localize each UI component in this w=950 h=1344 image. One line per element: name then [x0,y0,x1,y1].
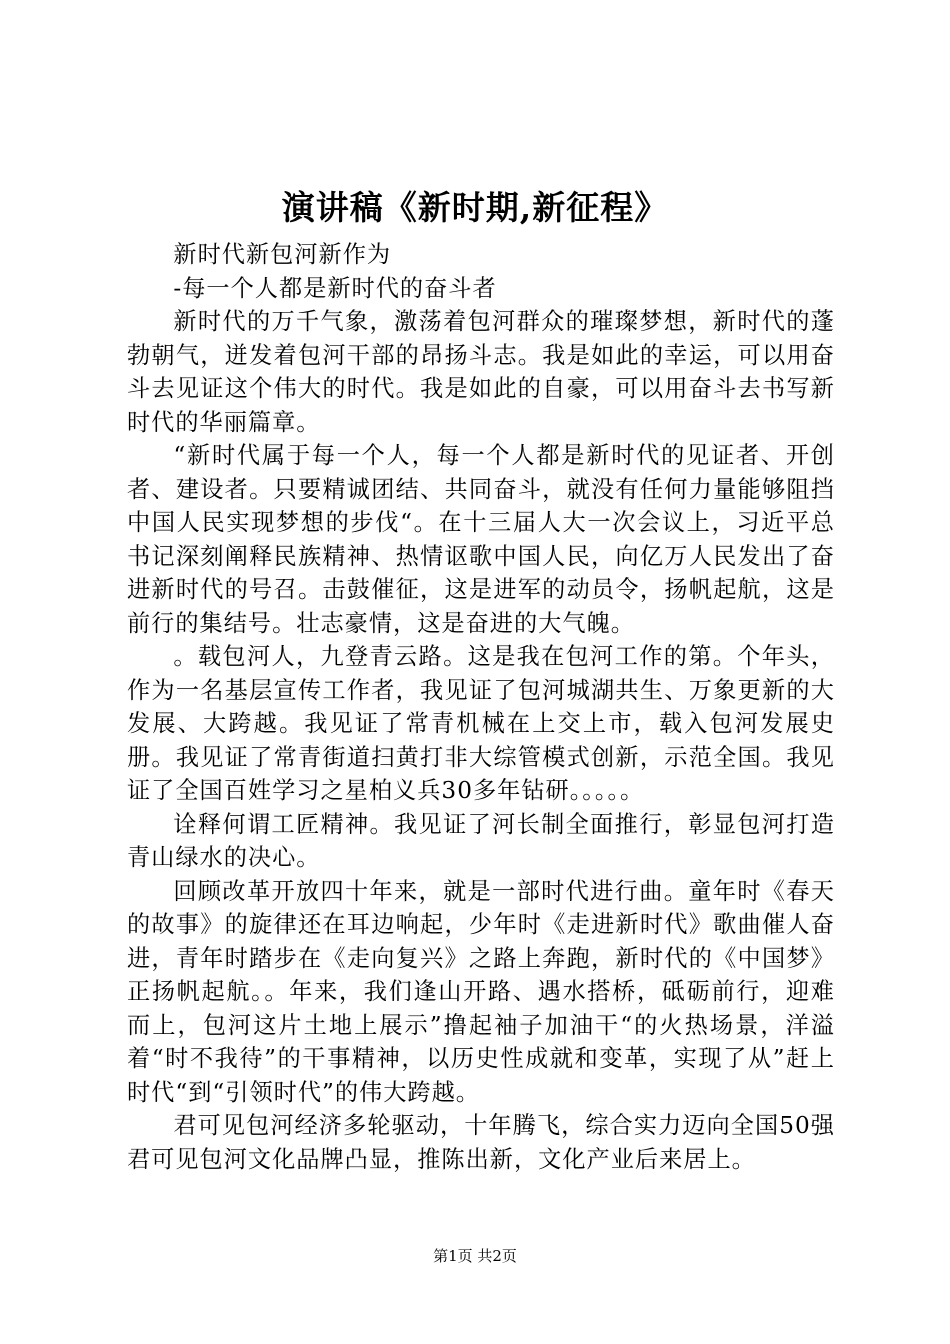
body-paragraph: 。载包河人，九登青云路。这是我在包河工作的第。个年头，作为一名基层宣传工作者，我见证了包河城湖共生、万象更新的大发展、大跨越。我见证了常青机械在上交上市，载入包河发展史册。我见证了常青街道扫黄打非大综管模式创新，示范全国。我见证了全国百姓学习之星柏义兵30多年钻研。。。。。 [127,643,835,804]
body-paragraph: 君可见包河经济多轮驱动，十年腾飞，综合实力迈向全国50强君可见包河文化品牌凸显，推陈出新，文化产业后来居上。 [127,1112,835,1173]
subtitle-line: -每一个人都是新时代的奋斗者 [173,274,497,302]
body-paragraph: 诠释何谓工匠精神。我见证了河长制全面推行，彰显包河打造青山绿水的决心。 [127,810,835,871]
subtitle-line: 新时代新包河新作为 [173,241,392,268]
body-paragraph: “新时代属于每一个人，每一个人都是新时代的见证者、开创者、建设者。只要精诚团结、共同奋斗，就没有任何力量能够阻挡中国人民实现梦想的步伐“。在十三届人大一次会议上，习近平总书记深刻阐释民族精神、热情讴歌中国人民，向亿万人民发出了奋进新时代的号召。击鼓催征，这是进军的动员令，扬帆起航，这是前行的集结号。壮志豪情，这是奋进的大气魄。 [127,442,835,637]
body-paragraph: 回顾改革开放四十年来，就是一部时代进行曲。童年时《春天的故事》的旋律还在耳边响起，少年时《走进新时代》歌曲催人奋进，青年时踏步在《走向复兴》之路上奔跑，新时代的《中国梦》正扬帆起航。。年来，我们逢山开路、遇水搭桥，砥砺前行，迎难而上，包河这片土地上展示”撸起袖子加油干“的火热场景，洋溢着“时不我待”的干事精神，以历史性成就和变革，实现了从”赶上时代“到“引领时代”的伟大跨越。 [127,877,835,1106]
document-body [127,238,835,1176]
page-number-footer: 第1页 共2页 [433,1247,517,1265]
document-title: 演讲稿《新时期,新征程》 [281,188,669,227]
body-paragraph: 新时代的万千气象，激荡着包河群众的璀璨梦想，新时代的蓬勃朝气，迸发着包河干部的昂扬斗志。我是如此的幸运，可以用奋斗去见证这个伟大的时代。我是如此的自豪，可以用奋斗去书写新时代的华丽篇章。 [127,308,835,436]
